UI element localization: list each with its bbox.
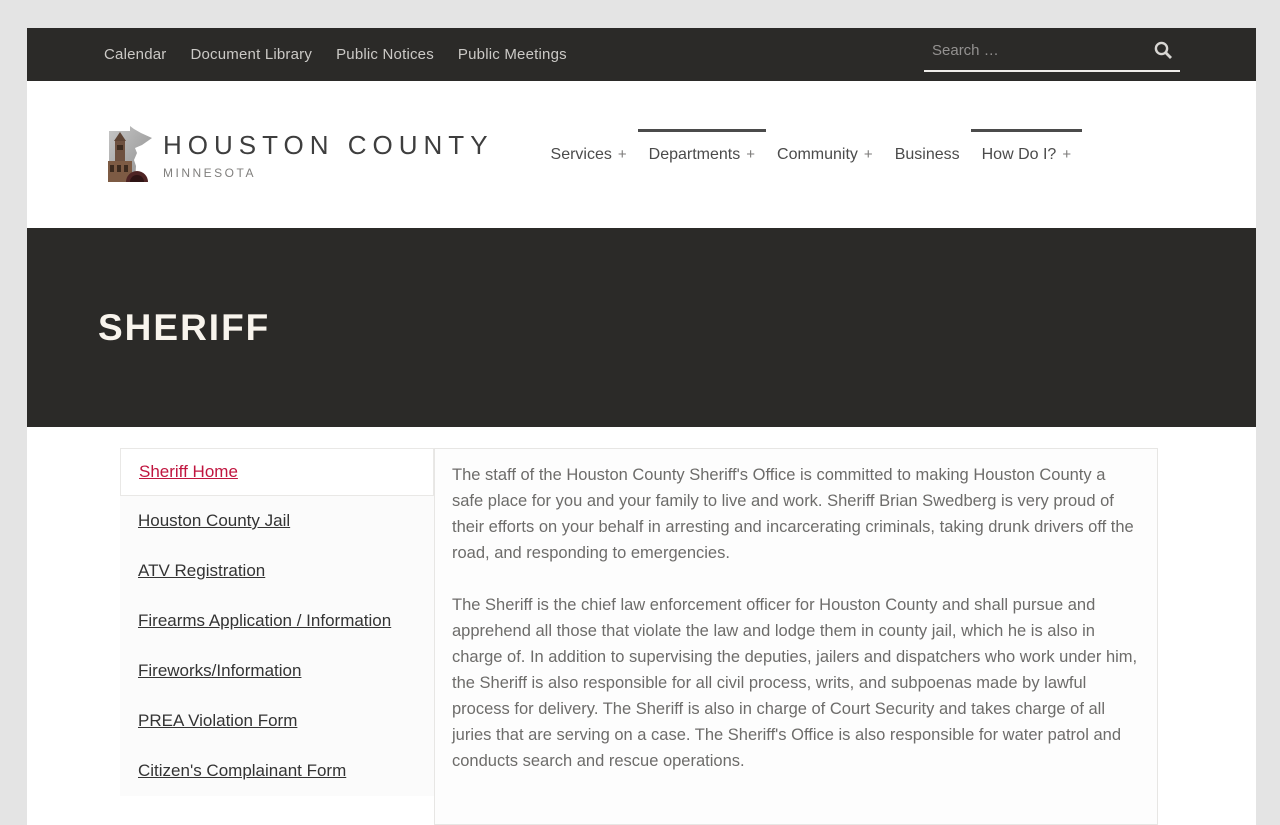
nav-item-services[interactable]: [540, 129, 638, 181]
search-box: [924, 37, 1180, 72]
sheriff-sidebar-menu: [120, 448, 434, 796]
search-icon: [1153, 40, 1173, 60]
sidebar-item-citizens-complainant-form[interactable]: Citizen's Complainant Form: [138, 761, 347, 780]
nav-label: How Do I?: [981, 145, 1057, 163]
search-button[interactable]: [1150, 39, 1176, 61]
topbar-link-public-meetings[interactable]: Public Meetings: [457, 46, 567, 63]
nav-label: Business: [894, 145, 960, 163]
site-logo[interactable]: [100, 125, 494, 185]
topbar-link-calendar[interactable]: Calendar: [104, 46, 167, 63]
nav-item-business[interactable]: [884, 129, 971, 181]
sidebar-item-firearms-application[interactable]: Firearms Application / Information: [138, 611, 392, 630]
submenu-plus-icon: +: [617, 145, 627, 163]
main-navigation: [540, 129, 1083, 181]
county-logo-icon: [100, 125, 154, 185]
page-title-banner: [27, 228, 1256, 427]
sidebar-item-sheriff-home[interactable]: Sheriff Home: [120, 448, 434, 496]
utility-bar: [27, 28, 1256, 81]
nav-label: Departments: [648, 145, 741, 163]
site-subtitle: MINNESOTA: [163, 165, 256, 180]
content-area: [27, 427, 1256, 825]
nav-label: Services: [550, 145, 612, 163]
nav-item-community[interactable]: [766, 129, 884, 181]
site-title: HOUSTON COUNTY: [163, 129, 494, 160]
nav-item-departments[interactable]: [638, 129, 766, 181]
sheriff-intro-paragraph: The staff of the Houston County Sheriff's Office is committed to making Houston County a safe place for you and your family to live and work. Sheriff Brian Swedberg is very proud of their efforts on your behalf in arresting and incarcerating criminals, taking drunk drivers off the road, and responding to emergencies.: [452, 466, 1134, 562]
search-input[interactable]: [932, 42, 1150, 59]
topbar-link-document-library[interactable]: Document Library: [190, 46, 313, 63]
nav-item-how-do-i[interactable]: [971, 129, 1082, 181]
submenu-plus-icon: +: [863, 145, 873, 163]
submenu-plus-icon: +: [746, 145, 756, 163]
site-header: [27, 81, 1256, 228]
page-title: SHERIFF: [98, 306, 271, 348]
sidebar-item-prea-violation-form[interactable]: PREA Violation Form: [138, 711, 298, 730]
sidebar-item-fireworks-information[interactable]: Fireworks/Information: [138, 661, 302, 680]
sidebar-item-houston-county-jail[interactable]: Houston County Jail: [138, 511, 291, 530]
sidebar-item-atv-registration[interactable]: ATV Registration: [138, 561, 266, 580]
site-title-block: [163, 130, 494, 180]
topbar-link-public-notices[interactable]: Public Notices: [336, 46, 434, 63]
sheriff-duties-paragraph: The Sheriff is the chief law enforcement officer for Houston County and shall pursue and apprehend all those that violate the law and lodge them in county jail, which he is also in charge of. In addition to supervising the deputies, jailers and dispatchers who work under him, the Sheriff is also responsible for all civil process, writs, and subpoenas made by lawful process for delivery. The Sheriff is also in charge of Court Security and takes charge of all juries that are serving on a case. The Sheriff's Office is also responsible for water patrol and conducts search and rescue operations.: [452, 596, 1138, 770]
submenu-plus-icon: +: [1062, 145, 1072, 163]
sheriff-description-card: [434, 448, 1158, 825]
nav-label: Community: [777, 145, 858, 163]
page-container: [27, 28, 1256, 800]
